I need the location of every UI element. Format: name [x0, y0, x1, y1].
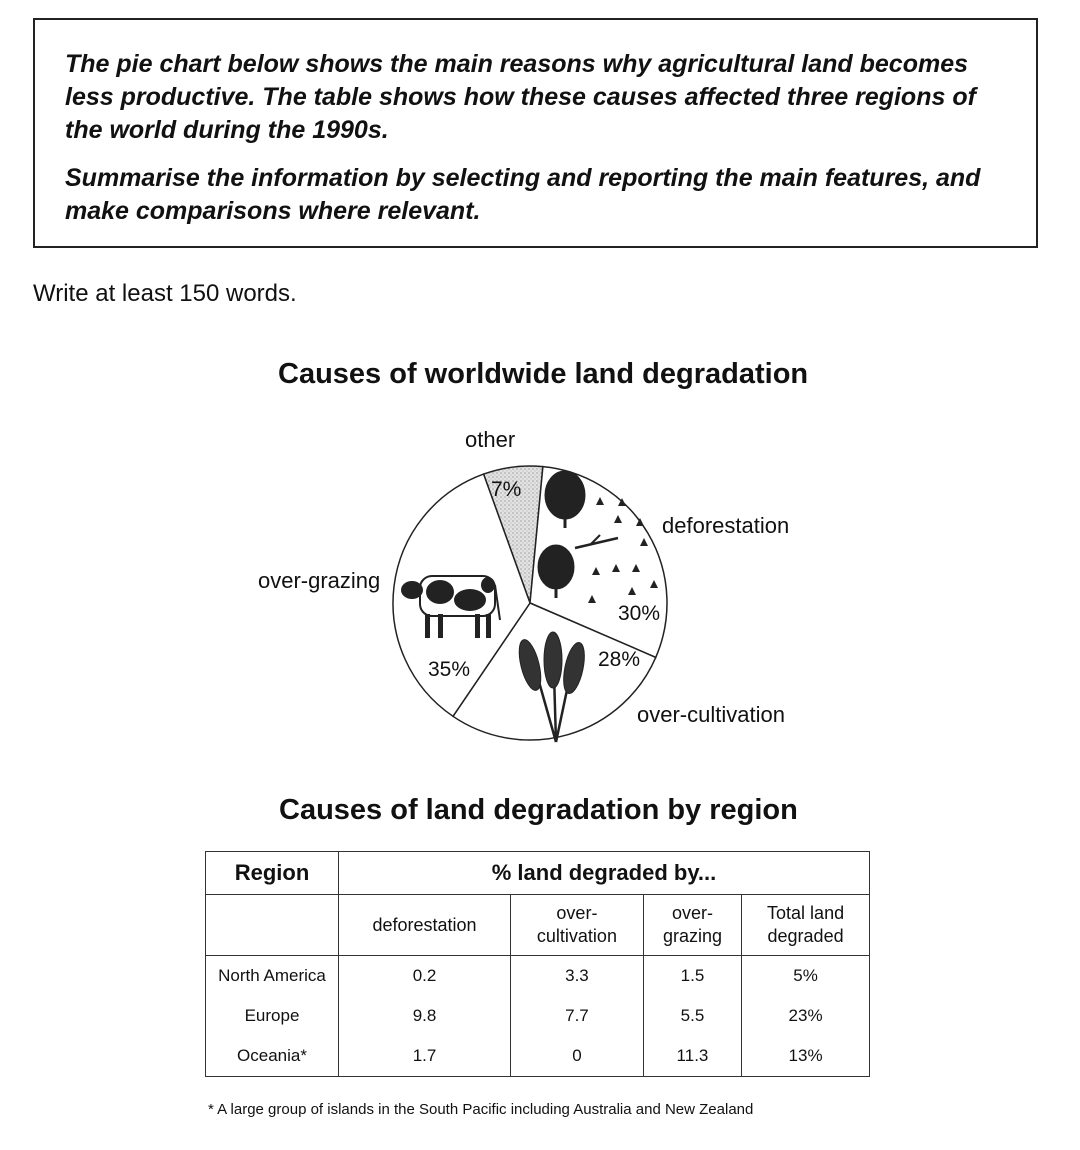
header-region: Region [206, 852, 339, 895]
table-row [206, 956, 870, 997]
pie-value-other: 7% [491, 478, 522, 501]
column-header-line: over- [671, 903, 713, 923]
pie-label-over-grazing: over-grazing [258, 568, 381, 593]
table-row [206, 996, 870, 1036]
table-cell: 11.3 [643, 1036, 741, 1077]
column-header-line: grazing [662, 926, 722, 946]
table-cell: 7.7 [511, 996, 644, 1036]
prompt-paragraph-1: The pie chart below shows the main reasons why agricultural land becomes less productive. The table shows how these causes affected three regions of the world during the 1990s. [65, 50, 976, 144]
column-header-line: over- [556, 903, 598, 923]
column-header [339, 895, 511, 956]
table-cell: 13% [788, 1046, 823, 1065]
row-region: Europe [206, 996, 339, 1036]
pie-label-other: other [465, 427, 516, 452]
column-header [742, 895, 870, 956]
table-cell: 1.7 [339, 1036, 511, 1077]
header-percent-group: % land degraded by... [339, 852, 870, 895]
table-cell: 0 [511, 1036, 644, 1077]
pie-label-deforestation: deforestation [662, 513, 790, 538]
table-cell: 5% [793, 966, 818, 985]
region-table [205, 851, 870, 1077]
row-region: Oceania* [206, 1036, 339, 1077]
column-header-line: deforestation [372, 914, 477, 935]
column-header-line: Total land [767, 903, 845, 923]
table-cell: 3.3 [511, 956, 644, 997]
pie-chart-title: Causes of worldwide land degradation [278, 358, 809, 390]
table-footnote: * A large group of islands in the South Pacific including Australia and New Zealand [208, 1101, 754, 1118]
pie-value-over-cultivation: 28% [598, 648, 641, 671]
table-title: Causes of land degradation by region [279, 794, 798, 826]
column-header [511, 895, 644, 956]
column-header-line: cultivation [536, 926, 617, 946]
pie-value-over-grazing: 35% [428, 658, 471, 681]
subheader-blank [206, 895, 339, 956]
row-region: North America [206, 956, 339, 997]
table-cell: 9.8 [339, 996, 511, 1036]
table-subheader-row [206, 895, 870, 956]
pie-value-deforestation: 30% [618, 602, 661, 625]
prompt-paragraph-2: Summarise the information by selecting and reporting the main features, and make comparisons where relevant. [65, 164, 981, 225]
table-cell: 0.2 [339, 956, 511, 997]
table-cell: 23% [788, 1006, 823, 1025]
table-header-row [206, 852, 870, 895]
table-row [206, 1036, 870, 1077]
pie-label-over-cultivation: over-cultivation [637, 702, 785, 727]
column-header-line: degraded [767, 926, 844, 946]
column-header [643, 895, 741, 956]
table-cell: 1.5 [643, 956, 741, 997]
word-requirement: Write at least 150 words. [33, 280, 297, 307]
table-cell: 5.5 [643, 996, 741, 1036]
